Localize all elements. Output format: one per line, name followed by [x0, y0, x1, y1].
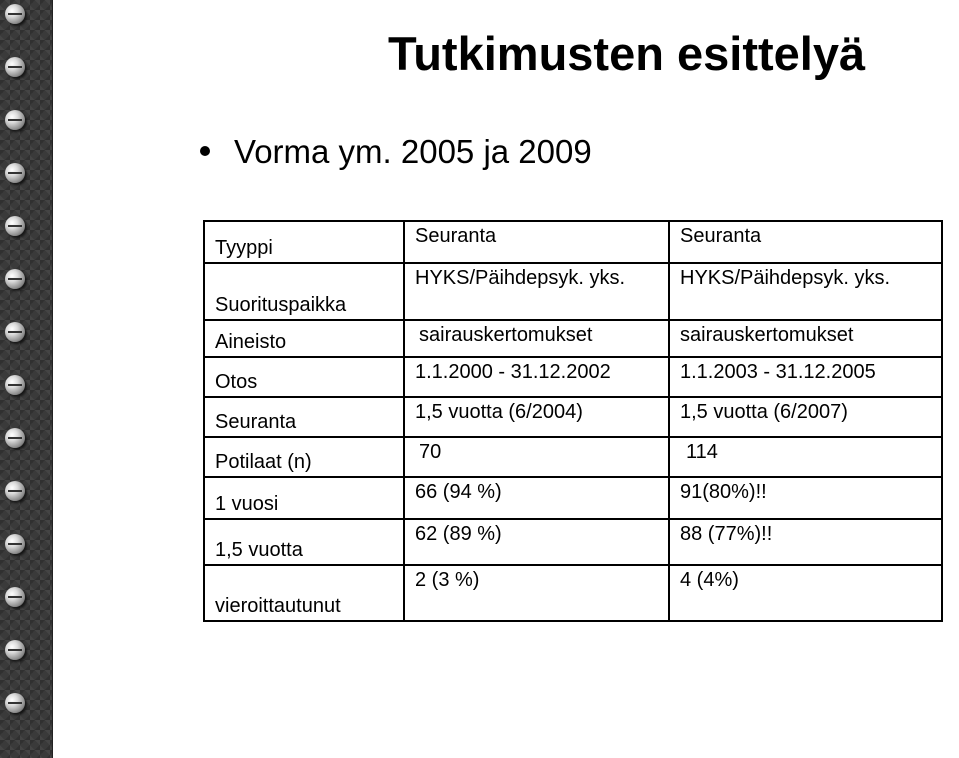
table-row — [204, 263, 942, 320]
study-2-cell: Seuranta — [669, 221, 942, 263]
rivet-icon — [5, 216, 25, 236]
study-2-cell: HYKS/Päihdepsyk. yks. — [669, 263, 942, 320]
study-2-cell: 91(80%)!! — [669, 477, 942, 519]
row-label: 1 vuosi — [204, 477, 404, 519]
rivet-icon — [5, 375, 25, 395]
study-1-cell: 70 — [404, 437, 669, 477]
table-row — [204, 437, 942, 477]
row-label: Suorituspaikka — [204, 263, 404, 320]
rivet-icon — [5, 57, 25, 77]
table-row — [204, 221, 942, 263]
row-label: Potilaat (n) — [204, 437, 404, 477]
table-row — [204, 320, 942, 357]
study-1-cell: 1,5 vuotta (6/2004) — [404, 397, 669, 437]
rivet-icon — [5, 693, 25, 713]
table-row — [204, 519, 942, 565]
row-label: vieroittautunut — [204, 565, 404, 621]
rivet-icon — [5, 587, 25, 607]
study-1-cell: sairauskertomukset — [404, 320, 669, 357]
bullet-text: Vorma ym. 2005 ja 2009 — [234, 133, 592, 170]
study-comparison-table — [203, 220, 943, 622]
rivet-icon — [5, 428, 25, 448]
study-1-cell: 2 (3 %) — [404, 565, 669, 621]
study-1-cell: 66 (94 %) — [404, 477, 669, 519]
table-row — [204, 357, 942, 397]
study-2-cell: 88 (77%)!! — [669, 519, 942, 565]
study-2-cell: 1.1.2003 - 31.12.2005 — [669, 357, 942, 397]
bullet-item — [200, 135, 592, 168]
study-2-cell: 4 (4%) — [669, 565, 942, 621]
study-2-cell: 1,5 vuotta (6/2007) — [669, 397, 942, 437]
rivet-icon — [5, 4, 25, 24]
slide-title: Tutkimusten esittelyä — [388, 27, 866, 80]
table-row — [204, 397, 942, 437]
row-label: 1,5 vuotta — [204, 519, 404, 565]
row-label: Aineisto — [204, 320, 404, 357]
row-label: Otos — [204, 357, 404, 397]
bullet-dot-icon — [200, 146, 210, 156]
table-row — [204, 565, 942, 621]
study-1-cell: Seuranta — [404, 221, 669, 263]
table-row — [204, 477, 942, 519]
rivet-icon — [5, 269, 25, 289]
study-1-cell: HYKS/Päihdepsyk. yks. — [404, 263, 669, 320]
row-label: Tyyppi — [204, 221, 404, 263]
study-1-cell: 62 (89 %) — [404, 519, 669, 565]
rivet-icon — [5, 110, 25, 130]
rivet-icon — [5, 534, 25, 554]
metal-sidebar — [0, 0, 53, 758]
study-1-cell: 1.1.2000 - 31.12.2002 — [404, 357, 669, 397]
rivet-icon — [5, 481, 25, 501]
rivet-icon — [5, 640, 25, 660]
rivet-icon — [5, 322, 25, 342]
row-label: Seuranta — [204, 397, 404, 437]
study-2-cell: 114 — [669, 437, 942, 477]
rivet-icon — [5, 163, 25, 183]
study-2-cell: sairauskertomukset — [669, 320, 942, 357]
